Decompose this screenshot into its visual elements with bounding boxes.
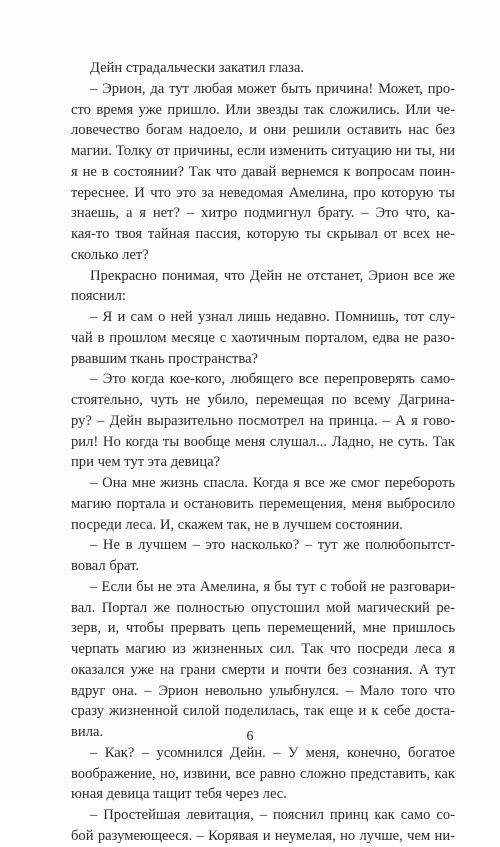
text-line: знаешь, а я нет? – хитро подмигнул брату. – Это что, ка-	[71, 205, 455, 222]
text-line: вила.	[71, 724, 104, 740]
text-line: магии. Толку от причины, если изменить ситуацию ни ты, ни	[71, 143, 455, 159]
text-line: пояснил:	[71, 288, 126, 305]
text-line: сразу жизненной силой поделилась, так еще и к себе доста-	[71, 703, 455, 720]
text-line: – Это когда кое-кого, любящего все перепроверять само-	[90, 371, 455, 388]
text-line: – Простейшая левитация, – пояснил принц как само со-	[90, 807, 455, 823]
text-line: юная девица тащит тебя через лес.	[71, 786, 287, 803]
text-line: оказался уже на грани смерти и почти без сознания. А тут	[71, 661, 455, 678]
text-line: вдруг она. – Эрион невольно улыбнулся. – Мало того что	[71, 682, 455, 699]
text-line: посреди леса. И, скажем так, не в лучшем состоянии.	[71, 516, 403, 533]
text-line: магию портала и остановить перемещения, меня выбросило	[71, 495, 455, 512]
text-line: – Я и сам о ней узнал лишь недавно. Помнишь, тот слу-	[90, 309, 455, 325]
text-line: Дейн страдальчески закатил глаза.	[90, 60, 304, 76]
text-line: кая-то твоя тайная пассия, которую ты скрывал от всех не-	[71, 226, 455, 242]
text-line: тереснее. И что это за неведомая Амелина, про которую ты	[71, 184, 455, 201]
text-line: рил! Но когда ты вообще меня слушал... Ладно, не суть. Так	[71, 433, 455, 450]
text-line: вал. Портал же полностью опустошил мой магический ре-	[71, 599, 455, 616]
page-number: 6	[246, 729, 254, 744]
text-line: чай в прошлом месяце с хаотичным порталом, едва не разо-	[71, 329, 455, 346]
text-line: при чем тут эта девица?	[71, 454, 221, 471]
text-line: ловечество богам надоело, и они решили оставить нас без	[71, 122, 455, 139]
text-line: зерв, и, чтобы прервать цепь перемещений, мне пришлось	[71, 620, 455, 637]
text-line: рвавшим ткань пространства?	[71, 350, 259, 367]
text-line: стоятельно, чуть не убило, перемещая по всему Дагрина-	[71, 392, 455, 408]
text-line: ру? – Дейн выразительно посмотрел на принца. – А я гово-	[71, 412, 455, 429]
text-line: – Как? – усомнился Дейн. – У меня, конечно, богатое	[90, 744, 455, 761]
text-line: воображение, но, извини, все равно сложно представить, как	[71, 765, 455, 782]
text-line: сколько лет?	[71, 246, 149, 263]
text-line: – Если бы не эта Амелина, я бы тут с тобой не разговари-	[90, 578, 455, 595]
text-line: вовал брат.	[71, 558, 140, 574]
text-line: – Эрион, да тут любая может быть причина! Может, про-	[90, 80, 455, 97]
text-line: сто время уже пришло. Или звезды так сложились. Или че-	[71, 101, 455, 118]
text-line: черпать магию из жизненных сил. Так что посреди леса я	[71, 641, 455, 657]
text-line: я не в состоянии? Так что давай вернемся к вопросам поин-	[71, 163, 455, 180]
text-line: Прекрасно понимая, что Дейн не отстанет, Эрион все же	[90, 267, 455, 284]
text-line: – Не в лучшем – это насколько? – тут же полюбопытст-	[90, 537, 455, 554]
text-line: бой разумеющееся. – Корявая и неумелая, но лучше, чем ни-	[71, 827, 455, 844]
text-line: – Она мне жизнь спасла. Когда я все же смог перебороть	[90, 475, 455, 491]
